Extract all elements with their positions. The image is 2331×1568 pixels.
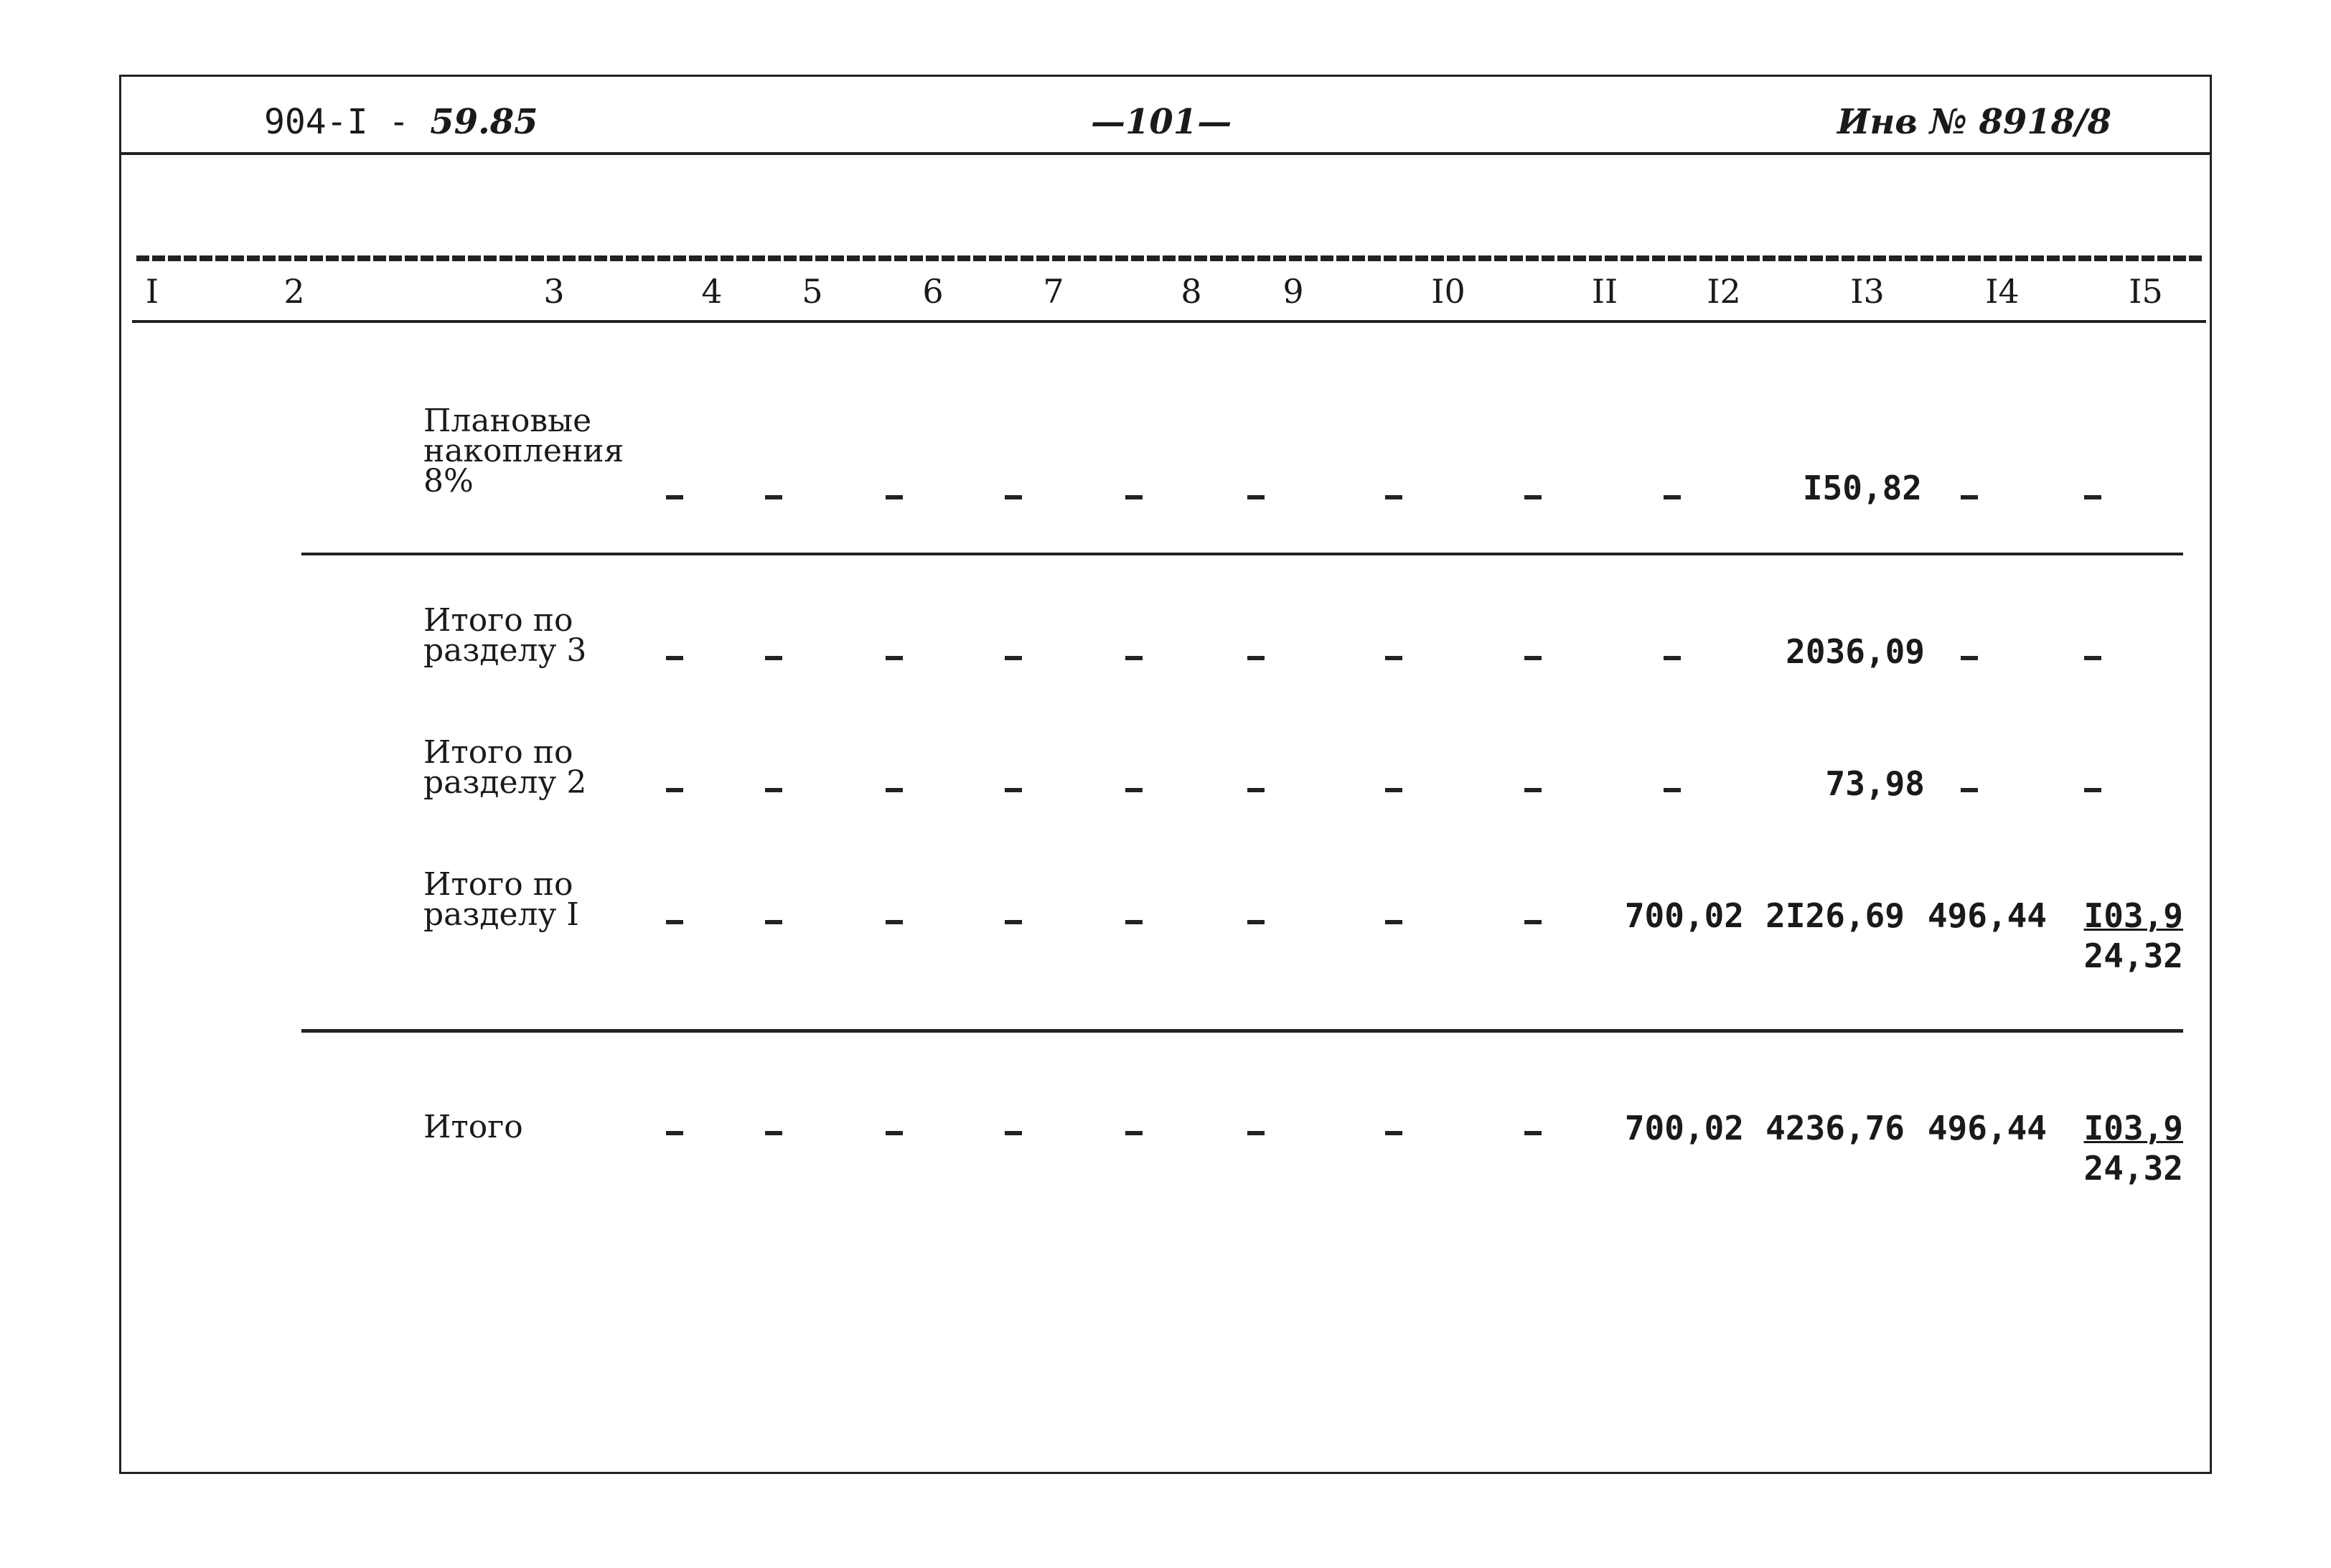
cell-dash: [2084, 495, 2101, 499]
cell-dash: [1125, 920, 1143, 924]
col-header-12: I2: [1707, 272, 1741, 311]
code-handwritten: 59.85: [430, 102, 538, 142]
inventory-number: Инв № 8918/8: [1837, 102, 2111, 142]
cell-dash: [1385, 495, 1402, 499]
cell-dash: [1247, 495, 1265, 499]
cell-dash: [1385, 656, 1402, 660]
row-label: Итого по разделу 3: [423, 602, 587, 669]
cell-dash: [2084, 656, 2101, 660]
cell-dash: [1005, 1131, 1022, 1135]
cell-dash: [765, 1131, 782, 1135]
cell-dash: [1247, 920, 1265, 924]
cell-dash: [2084, 788, 2101, 792]
col-header-2: 2: [283, 272, 305, 311]
cell-col12: 700,02: [1624, 1109, 1744, 1147]
col-header-10: I0: [1431, 272, 1465, 311]
cell-dash: [1664, 495, 1681, 499]
cell-dash: [666, 1131, 683, 1135]
cell-dash: [1125, 656, 1143, 660]
row-label: Итого: [423, 1109, 523, 1145]
cell-col14: 496,44: [1927, 1109, 2047, 1147]
section-divider: [301, 553, 2183, 555]
cell-dash: [1005, 920, 1022, 924]
cell-dash: [1961, 656, 1978, 660]
column-header-top-rule: [136, 255, 2203, 261]
col-header-11: II: [1591, 272, 1618, 311]
col-header-7: 7: [1043, 272, 1064, 311]
cell-dash: [666, 495, 683, 499]
section-divider: [301, 1029, 2183, 1033]
cell-dash: [1664, 656, 1681, 660]
cell-dash: [1005, 656, 1022, 660]
cell-dash: [886, 920, 903, 924]
cell-col13: 2I26,69: [1765, 896, 1905, 935]
cell-dash: [1247, 788, 1265, 792]
col-header-13: I3: [1850, 272, 1885, 311]
cell-dash: [1524, 495, 1542, 499]
col-header-8: 8: [1181, 272, 1202, 311]
col-header-3: 3: [543, 272, 565, 311]
cell-dash: [1385, 788, 1402, 792]
column-header-bottom-rule: [132, 320, 2206, 323]
cell-col13: 4236,76: [1765, 1109, 1905, 1147]
cell-dash: [1961, 495, 1978, 499]
fraction-denominator: 24,32: [2083, 936, 2183, 975]
cell-dash: [1664, 788, 1681, 792]
cell-dash: [1005, 495, 1022, 499]
cell-dash: [1385, 1131, 1402, 1135]
code-prefix: 904-I -: [264, 102, 431, 142]
cell-dash: [1524, 1131, 1542, 1135]
cell-dash: [1125, 495, 1143, 499]
fraction-numerator: I03,9: [2083, 1109, 2183, 1147]
cell-col13: 73,98: [1825, 764, 1925, 803]
cell-col15-fraction: [2084, 896, 2183, 976]
cell-dash: [666, 920, 683, 924]
cell-dash: [666, 788, 683, 792]
fraction-denominator: 24,32: [2083, 1149, 2183, 1188]
cell-dash: [765, 495, 782, 499]
col-header-9: 9: [1282, 272, 1304, 311]
cell-dash: [765, 788, 782, 792]
cell-dash: [765, 920, 782, 924]
cell-dash: [765, 656, 782, 660]
col-header-15: I5: [2129, 272, 2163, 311]
cell-col13: I50,82: [1802, 469, 1922, 507]
row-label: Плановые накопления 8%: [423, 403, 624, 499]
cell-dash: [886, 788, 903, 792]
cell-col12: 700,02: [1624, 896, 1744, 935]
cell-dash: [1961, 788, 1978, 792]
col-header-1: I: [145, 272, 159, 311]
cell-dash: [1125, 1131, 1143, 1135]
page-number: —101—: [1091, 102, 1232, 142]
cell-dash: [666, 656, 683, 660]
cell-dash: [1247, 656, 1265, 660]
cell-col14: 496,44: [1927, 896, 2047, 935]
cell-dash: [886, 1131, 903, 1135]
cell-dash: [1385, 920, 1402, 924]
col-header-6: 6: [922, 272, 944, 311]
header-divider: [119, 152, 2212, 155]
cell-col13: 2036,09: [1786, 632, 1925, 671]
cell-dash: [886, 656, 903, 660]
cell-dash: [886, 495, 903, 499]
cell-col15-fraction: [2084, 1108, 2183, 1188]
document-code: [264, 100, 538, 144]
cell-dash: [1005, 788, 1022, 792]
cell-dash: [1524, 656, 1542, 660]
col-header-4: 4: [701, 272, 723, 311]
cell-dash: [1125, 788, 1143, 792]
row-label: Итого по разделу I: [423, 866, 579, 933]
row-label: Итого по разделу 2: [423, 734, 587, 801]
cell-dash: [1247, 1131, 1265, 1135]
fraction-numerator: I03,9: [2083, 896, 2183, 935]
cell-dash: [1524, 920, 1542, 924]
cell-dash: [1524, 788, 1542, 792]
col-header-5: 5: [802, 272, 823, 311]
col-header-14: I4: [1985, 272, 2020, 311]
